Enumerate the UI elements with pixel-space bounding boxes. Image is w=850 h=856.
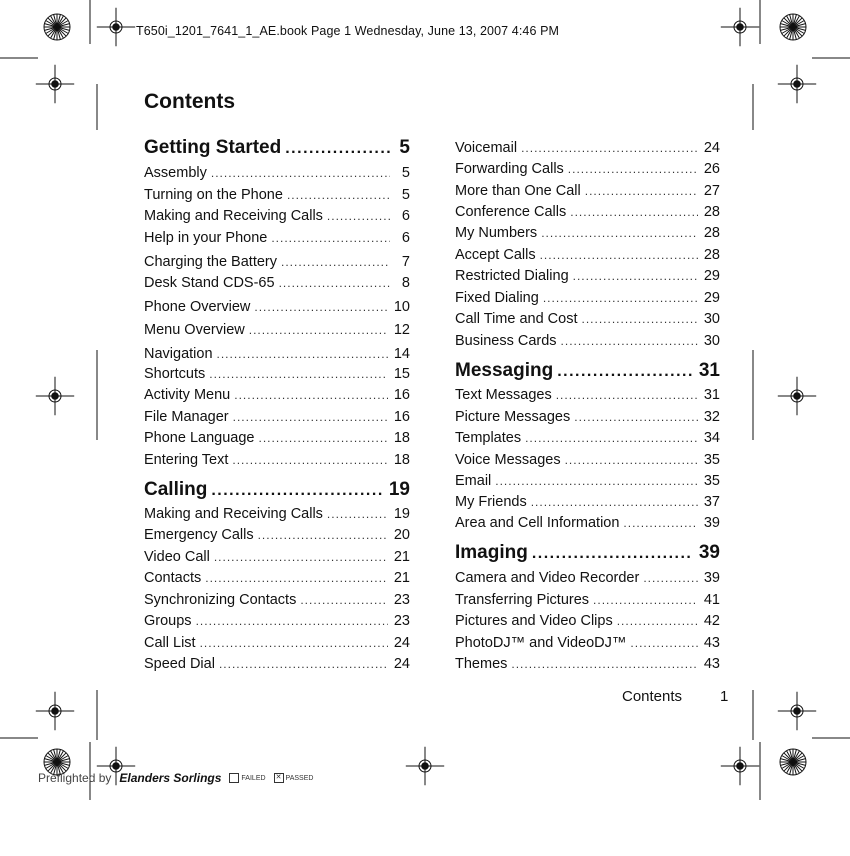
toc-entry-label: Contacts xyxy=(144,570,202,586)
toc-entry-page: 12 xyxy=(393,322,410,338)
toc-entry-label: Shortcuts xyxy=(144,366,206,382)
toc-entry-page: 28 xyxy=(703,204,720,220)
dot-leader xyxy=(219,655,388,673)
toc-entry xyxy=(144,591,410,609)
dot-leader xyxy=(582,310,698,328)
toc-entry xyxy=(455,224,720,242)
dot-leader xyxy=(287,186,390,204)
toc-entry-page: 29 xyxy=(703,290,720,306)
dot-leader xyxy=(540,246,698,264)
dot-leader xyxy=(570,203,698,221)
toc-entry xyxy=(144,274,410,292)
toc-entry xyxy=(455,472,720,490)
toc-entry-label: Call List xyxy=(144,635,196,651)
toc-entry-label: My Numbers xyxy=(455,225,538,241)
dot-leader xyxy=(258,526,388,544)
dot-leader xyxy=(643,569,698,587)
dot-leader xyxy=(543,289,698,307)
toc-entry-label: Imaging xyxy=(455,542,528,563)
toc-entry-page: 39 xyxy=(703,515,720,531)
toc-entry-label: Making and Receiving Calls xyxy=(144,208,323,224)
toc-entry-page: 35 xyxy=(703,473,720,489)
toc-entry-page: 6 xyxy=(401,208,410,224)
toc-entry-page: 14 xyxy=(393,346,410,362)
toc-entry xyxy=(144,321,410,339)
dot-leader xyxy=(200,634,388,652)
toc-entry-label: Phone Language xyxy=(144,430,255,446)
toc-entry-page: 26 xyxy=(703,161,720,177)
toc-entry-label: Video Call xyxy=(144,549,210,565)
checked-box-icon: ✕ xyxy=(274,773,284,783)
toc-entry-page: 15 xyxy=(393,366,410,382)
dot-leader xyxy=(281,253,390,271)
toc-entry-page: 30 xyxy=(703,333,720,349)
toc-entry-page: 18 xyxy=(393,430,410,446)
toc-entry xyxy=(144,612,410,630)
toc-entry-page: 16 xyxy=(393,409,410,425)
toc-entry-page: 29 xyxy=(703,268,720,284)
toc-entry-page: 35 xyxy=(703,452,720,468)
dot-leader xyxy=(525,429,698,447)
toc-entry-label: Messaging xyxy=(455,360,554,381)
dot-leader xyxy=(561,332,698,350)
toc-entry xyxy=(455,634,720,652)
toc-entry xyxy=(144,229,410,247)
toc-entry-label: Speed Dial xyxy=(144,656,215,672)
toc-entry-label: Transferring Pictures xyxy=(455,592,590,608)
toc-entry-label: Making and Receiving Calls xyxy=(144,506,323,522)
toc-entry-label: Accept Calls xyxy=(455,247,536,263)
passed-checkbox xyxy=(274,773,314,783)
toc-entry-page: 6 xyxy=(401,230,410,246)
toc-entry-page: 27 xyxy=(703,183,720,199)
toc-entry-page: 31 xyxy=(703,387,720,403)
toc-entry-page: 5 xyxy=(399,137,410,158)
dot-leader xyxy=(211,164,390,182)
dot-leader xyxy=(557,360,693,384)
toc-entry-page: 5 xyxy=(401,165,410,181)
toc-entry-page: 23 xyxy=(393,592,410,608)
dot-leader xyxy=(573,267,698,285)
dot-leader xyxy=(617,612,698,630)
dot-leader xyxy=(531,493,698,511)
toc-entry-label: Menu Overview xyxy=(144,322,245,338)
toc-entry-label: Forwarding Calls xyxy=(455,161,564,177)
toc-entry-label: Assembly xyxy=(144,165,207,181)
toc-entry-page: 19 xyxy=(388,479,410,500)
toc-entry-label: Fixed Dialing xyxy=(455,290,539,306)
toc-entry-label: Phone Overview xyxy=(144,299,251,315)
toc-entry-page: 8 xyxy=(401,275,410,291)
dot-leader xyxy=(271,229,390,247)
toc-entry-label: Conference Calls xyxy=(455,204,567,220)
dot-leader xyxy=(495,472,698,490)
toc-entry-page: 24 xyxy=(393,635,410,651)
toc-entry-page: 20 xyxy=(393,527,410,543)
toc-section-entry xyxy=(455,359,720,384)
toc-entry-label: Activity Menu xyxy=(144,387,231,403)
toc-entry-page: 39 xyxy=(703,570,720,586)
toc-entry-label: Call Time and Cost xyxy=(455,311,578,327)
toc-entry xyxy=(455,493,720,511)
toc-entry-page: 42 xyxy=(703,613,720,629)
dot-leader xyxy=(556,386,698,404)
toc-entry-label: Camera and Video Recorder xyxy=(455,570,640,586)
toc-entry-page: 10 xyxy=(393,299,410,315)
toc-entry xyxy=(144,505,410,523)
toc-entry xyxy=(144,298,410,316)
dot-leader xyxy=(521,139,698,157)
toc-entry xyxy=(144,429,410,447)
toc-entry-page: 23 xyxy=(393,613,410,629)
toc-entry xyxy=(455,267,720,285)
toc-entry-page: 37 xyxy=(703,494,720,510)
toc-entry-label: Calling xyxy=(144,479,208,500)
toc-entry-label: Voicemail xyxy=(455,140,518,156)
dot-leader xyxy=(327,207,390,225)
dot-leader xyxy=(279,274,390,292)
toc-entry xyxy=(455,332,720,350)
toc-entry-page: 24 xyxy=(703,140,720,156)
dot-leader xyxy=(511,655,697,673)
dot-leader xyxy=(541,224,698,242)
toc-entry-label: Emergency Calls xyxy=(144,527,254,543)
toc-entry-page: 28 xyxy=(703,225,720,241)
toc-entry-label: Desk Stand CDS-65 xyxy=(144,275,275,291)
toc-entry-label: Business Cards xyxy=(455,333,557,349)
print-header: T650i_1201_7641_1_AE.book Page 1 Wednesday, June 13, 2007 4:46 PM xyxy=(136,24,560,38)
toc-entry-label: Synchronizing Contacts xyxy=(144,592,297,608)
toc-section-entry xyxy=(144,136,410,161)
toc-entry xyxy=(144,548,410,566)
dot-leader xyxy=(233,408,388,426)
preflight-text: Preflighted by xyxy=(38,771,112,785)
dot-leader xyxy=(565,451,698,469)
toc-entry xyxy=(455,655,720,673)
toc-section-entry xyxy=(144,478,410,503)
dot-leader xyxy=(209,365,388,383)
dot-leader xyxy=(568,160,698,178)
preflight-brand: Elanders Sorlings xyxy=(119,771,222,785)
toc-entry xyxy=(144,345,410,363)
toc-entry xyxy=(455,451,720,469)
toc-entry-label: File Manager xyxy=(144,409,229,425)
dot-leader xyxy=(285,137,390,161)
dot-leader xyxy=(232,451,387,469)
dot-leader xyxy=(630,634,697,652)
toc-entry-label: Restricted Dialing xyxy=(455,268,569,284)
toc-entry xyxy=(144,451,410,469)
toc-entry xyxy=(144,365,410,383)
toc-entry-label: Navigation xyxy=(144,346,213,362)
toc-entry-page: 39 xyxy=(698,542,720,563)
failed-label: FAILED xyxy=(241,774,266,782)
toc-entry-label: Groups xyxy=(144,613,192,629)
toc-entry xyxy=(144,408,410,426)
dot-leader xyxy=(196,612,388,630)
toc-entry xyxy=(144,207,410,225)
toc-entry xyxy=(455,408,720,426)
toc-entry-page: 19 xyxy=(393,506,410,522)
dot-leader xyxy=(623,514,697,532)
toc-entry-page: 21 xyxy=(393,570,410,586)
toc-entry-page: 30 xyxy=(703,311,720,327)
dot-leader xyxy=(234,386,388,404)
footer-section-label: Contents xyxy=(622,688,683,705)
toc-entry xyxy=(144,164,410,182)
toc-entry xyxy=(144,186,410,204)
toc-entry xyxy=(455,203,720,221)
dot-leader xyxy=(593,591,698,609)
toc-entry-page: 32 xyxy=(703,409,720,425)
toc-entry xyxy=(455,310,720,328)
toc-entry-label: Help in your Phone xyxy=(144,230,268,246)
toc-entry xyxy=(455,182,720,200)
toc-entry-page: 21 xyxy=(393,549,410,565)
toc-entry-page: 28 xyxy=(703,247,720,263)
toc-entry-page: 34 xyxy=(703,430,720,446)
preflight-stamp xyxy=(38,771,313,785)
toc-entry-label: Pictures and Video Clips xyxy=(455,613,613,629)
dot-leader xyxy=(258,429,387,447)
page-title: Contents xyxy=(144,90,235,113)
toc-entry xyxy=(455,246,720,264)
dot-leader xyxy=(585,182,698,200)
dot-leader xyxy=(205,569,388,587)
toc-entry-label: Themes xyxy=(455,656,508,672)
toc-entry-label: Getting Started xyxy=(144,137,282,158)
toc-entry-page: 24 xyxy=(393,656,410,672)
toc-entry xyxy=(144,655,410,673)
dot-leader xyxy=(211,479,383,503)
toc-entry-label: PhotoDJ™ and VideoDJ™ xyxy=(455,635,627,651)
passed-label: PASSED xyxy=(285,774,314,782)
toc-entry-label: Email xyxy=(455,473,492,489)
toc-entry-label: Charging the Battery xyxy=(144,254,277,270)
toc-section-entry xyxy=(455,541,720,566)
toc-entry xyxy=(144,386,410,404)
toc-entry-label: Entering Text xyxy=(144,452,229,468)
failed-checkbox xyxy=(229,773,265,783)
toc-entry xyxy=(455,612,720,630)
dot-leader xyxy=(217,345,388,363)
footer-page-number: 1 xyxy=(720,688,729,705)
toc-entry xyxy=(144,634,410,652)
toc-entry xyxy=(144,253,410,271)
toc-entry xyxy=(455,160,720,178)
dot-leader xyxy=(214,548,388,566)
toc-entry xyxy=(144,526,410,544)
toc-entry xyxy=(455,429,720,447)
toc-entry-label: Text Messages xyxy=(455,387,552,403)
toc-entry-page: 16 xyxy=(393,387,410,403)
dot-leader xyxy=(254,298,387,316)
dot-leader xyxy=(249,321,388,339)
toc-entry xyxy=(144,569,410,587)
toc-entry-page: 31 xyxy=(698,360,720,381)
empty-box-icon xyxy=(229,773,239,783)
dot-leader xyxy=(327,505,388,523)
toc-entry-page: 43 xyxy=(703,656,720,672)
dot-leader xyxy=(574,408,698,426)
dot-leader xyxy=(532,542,693,566)
toc-entry-label: Area and Cell Information xyxy=(455,515,620,531)
toc-entry xyxy=(455,139,720,157)
toc-entry xyxy=(455,289,720,307)
toc-entry-label: Picture Messages xyxy=(455,409,571,425)
toc-entry-label: Templates xyxy=(455,430,522,446)
toc-entry xyxy=(455,386,720,404)
toc-entry-page: 18 xyxy=(393,452,410,468)
dot-leader xyxy=(300,591,388,609)
toc-entry-label: My Friends xyxy=(455,494,527,510)
toc-entry-page: 5 xyxy=(401,187,410,203)
toc-entry xyxy=(455,514,720,532)
toc-entry xyxy=(455,569,720,587)
toc-entry-page: 7 xyxy=(401,254,410,270)
toc-entry-label: Voice Messages xyxy=(455,452,561,468)
toc-entry-page: 43 xyxy=(703,635,720,651)
toc-entry-page: 41 xyxy=(703,592,720,608)
toc-entry-label: More than One Call xyxy=(455,183,581,199)
toc-entry xyxy=(455,591,720,609)
toc-entry-label: Turning on the Phone xyxy=(144,187,283,203)
